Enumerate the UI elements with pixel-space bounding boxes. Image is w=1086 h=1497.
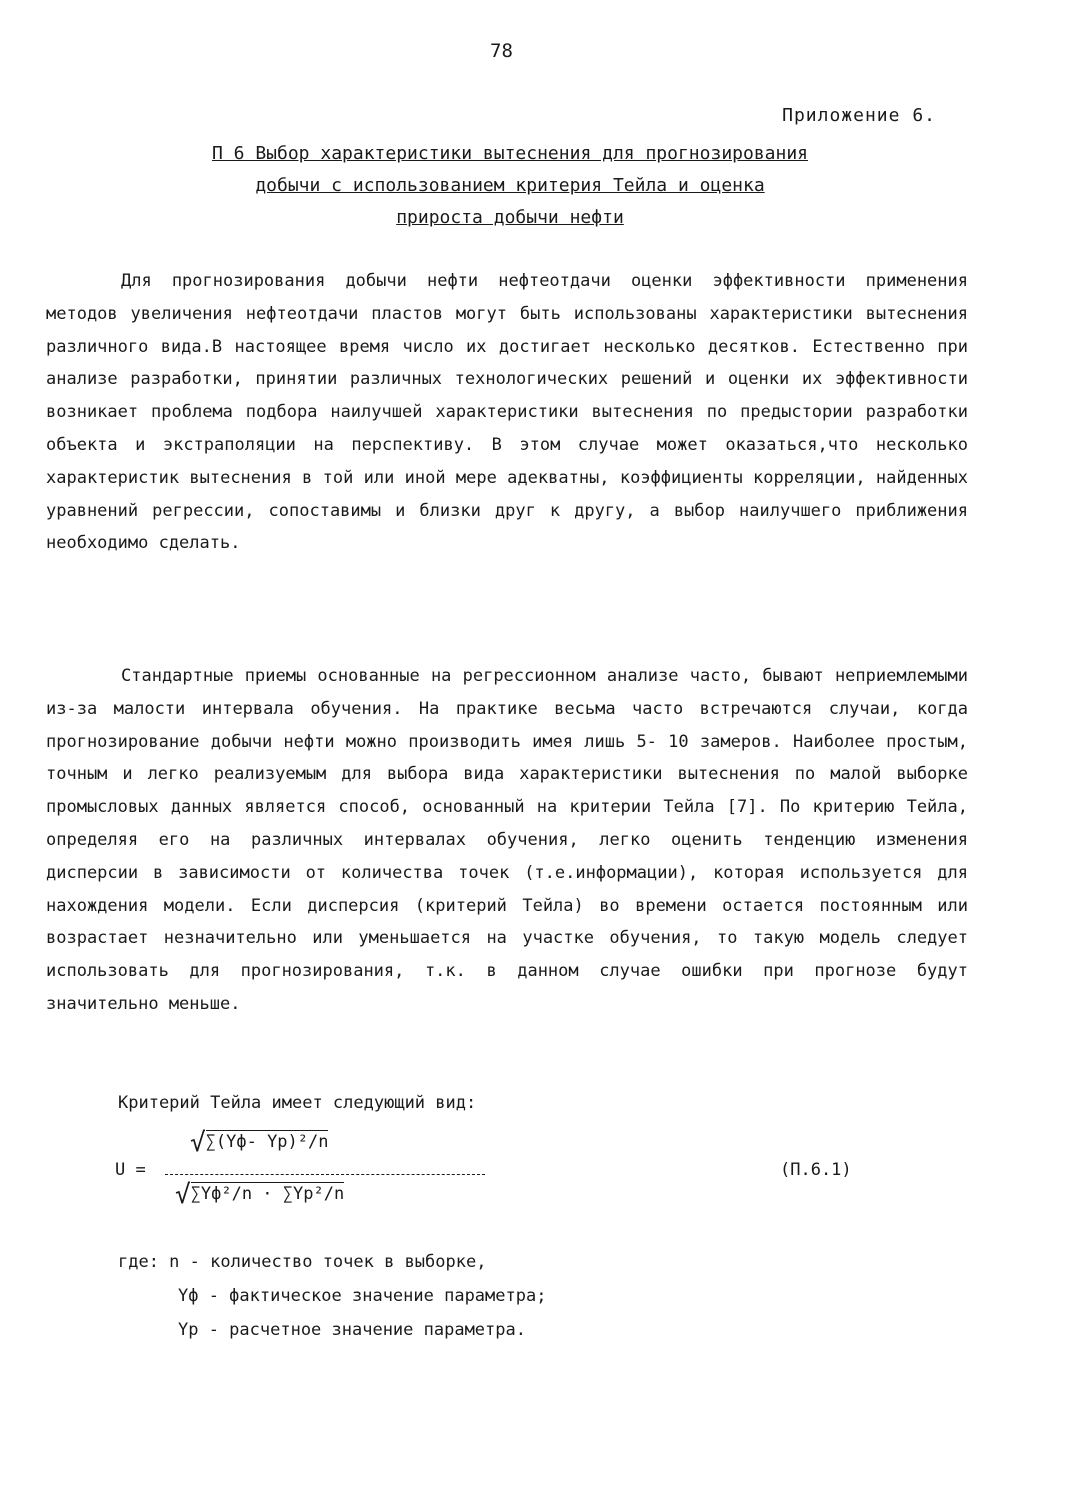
denominator-expression: ∑Yф²/n · ∑Yр²/n bbox=[190, 1184, 345, 1204]
legend-y-fact: Yф - фактическое значение параметра; bbox=[178, 1286, 547, 1306]
paragraph-2-block bbox=[46, 660, 968, 1021]
formula-numerator bbox=[190, 1128, 328, 1158]
formula-legend bbox=[118, 1245, 546, 1347]
fraction-line bbox=[165, 1174, 485, 1175]
criterion-intro: Критерий Тейла имеет следующий вид: bbox=[118, 1093, 477, 1113]
title-line-1: П 6 Выбор характеристики вытеснения для прогнозирования bbox=[211, 143, 809, 164]
sqrt-icon: √ bbox=[175, 1180, 191, 1210]
numerator-expression: ∑(Yф- Yр)²/n bbox=[205, 1132, 329, 1152]
equation-number: (П.6.1) bbox=[780, 1160, 852, 1180]
page-number: 78 bbox=[490, 40, 513, 62]
section-title bbox=[100, 138, 920, 234]
paragraph-1-block bbox=[46, 265, 968, 560]
paragraph-2: Стандартные приемы основанные на регрессионном анализе часто, бывают неприемлемыми из-за малости интервала обучения. На практике весьма часто встречаются случаи, когда прогнозирование добычи нефти можно производить имея лишь 5- 10 замеров. Наиболее простым, точным и легко реализуемым для выбора вида характеристики вытеснения по малой выборке промысловых данных является способ, основанный на критерии Тейла [7]. По критерию Тейла, определяя его на различных интервалах обучения, легко оценить тенденцию изменения дисперсии в зависимости от количества точек (т.е.информации), которая используется для нахождения модели. Если дисперсия (критерий Тейла) во времени остается постоянным или возрастает незначительно или уменьшается на участке обучения, то такую модель следует использовать для прогнозирования, т.к. в данном случае ошибки при прогнозе будут значительно меньше. bbox=[46, 666, 968, 1014]
theil-formula bbox=[115, 1122, 915, 1222]
formula-lhs: U = bbox=[115, 1160, 146, 1180]
legend-n: где: n - количество точек в выборке, bbox=[118, 1252, 487, 1272]
legend-y-calc: Yр - расчетное значение параметра. bbox=[178, 1320, 526, 1340]
title-line-3: прироста добычи нефти bbox=[396, 207, 624, 228]
sqrt-icon: √ bbox=[190, 1128, 206, 1158]
title-line-2: добычи с использованием критерия Тейла и оценка bbox=[255, 175, 765, 196]
appendix-label: Приложение 6. bbox=[782, 105, 936, 126]
paragraph-1: Для прогнозирования добычи нефти нефтеотдачи оценки эффективности применения методов увеличения нефтеотдачи пластов могут быть использованы характеристики вытеснения различного вида.В настоящее время число их достигает несколько десятков. Естественно при анализе разработки, принятии различных технологических решений и оценки их эффективности возникает проблема подбора наилучшей характеристики вытеснения по предыстории разработки объекта и экстраполяции на перспективу. В этом случае может оказаться,что несколько характеристик вытеснения в той или иной мере адекватны, коэффициенты корреляции, найденных уравнений регрессии, сопоставимы и близки друг к другу, а выбор наилучшего приближения необходимо сделать. bbox=[46, 271, 968, 554]
formula-denominator bbox=[175, 1180, 344, 1210]
